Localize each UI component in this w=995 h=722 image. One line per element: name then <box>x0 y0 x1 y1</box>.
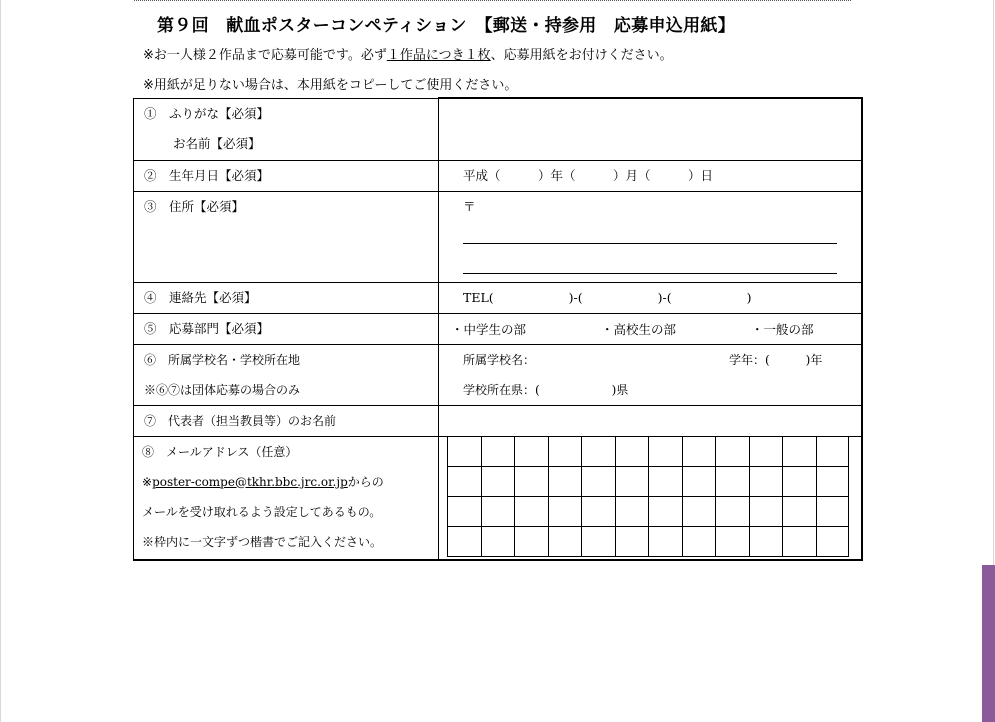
email-char-box[interactable] <box>615 467 649 497</box>
email-char-box[interactable] <box>548 527 582 557</box>
email-char-box[interactable] <box>447 497 481 527</box>
email-char-box[interactable] <box>682 527 716 557</box>
birthdate-label-cell: ② 生年月日【必須】 <box>134 160 439 191</box>
email-char-box[interactable] <box>648 467 682 497</box>
contact-label-cell: ④ 連絡先【必須】 <box>134 282 439 313</box>
email-char-box[interactable] <box>749 497 783 527</box>
email-char-box[interactable] <box>615 527 649 557</box>
email-char-box[interactable] <box>514 497 548 527</box>
option-junior-high[interactable]: ・中学生の部 <box>451 321 527 337</box>
email-char-box[interactable] <box>481 497 515 527</box>
option-high-school[interactable]: ・高校生の部 <box>601 321 677 337</box>
sender-email: poster-compe@tkhr.bbc.jrc.or.jp <box>152 474 348 489</box>
name-label: お名前【必須】 <box>173 135 261 151</box>
note-1-text-b: 、応募用紙をお付けください。 <box>490 48 673 63</box>
email-label-cell: ⑧ メールアドレス（任意） ※poster-compe@tkhr.bbc.jrc.or.jpからの メールを受け取れるよう設定してあるもの。 ※枠内に一文字ずつ楷書でご記入ください。 <box>134 436 439 560</box>
scroll-indicator[interactable] <box>982 565 995 722</box>
address-label: 住所【必須】 <box>169 198 245 214</box>
name-label-cell <box>134 98 439 160</box>
category-options-cell <box>439 313 862 344</box>
row-email <box>134 436 862 560</box>
address-line-2 <box>463 273 837 274</box>
email-note-1: ※poster-compe@tkhr.bbc.jrc.or.jpからの <box>142 474 384 489</box>
email-char-box[interactable] <box>749 467 783 497</box>
address-line-1 <box>463 243 837 244</box>
row-address <box>134 191 862 282</box>
email-char-box[interactable] <box>816 497 850 527</box>
representative-label-cell: ⑦ 代表者（担当教員等）のお名前 <box>134 405 439 436</box>
furigana-label: ① ふりがな【必須】 <box>144 105 270 121</box>
name-input-cell[interactable] <box>439 98 862 160</box>
email-char-box[interactable] <box>615 437 649 467</box>
email-note-3: ※枠内に一文字ずつ楷書でご記入ください。 <box>142 534 383 549</box>
email-char-box[interactable] <box>481 467 515 497</box>
email-grid-cell <box>439 436 862 560</box>
representative-label: 代表者（担当教員等）のお名前 <box>168 413 337 428</box>
email-char-box[interactable] <box>749 527 783 557</box>
email-char-box[interactable] <box>715 497 749 527</box>
email-char-box[interactable] <box>581 437 615 467</box>
email-char-box[interactable] <box>682 437 716 467</box>
school-name-line <box>439 345 861 375</box>
email-char-box[interactable] <box>648 437 682 467</box>
email-char-box[interactable] <box>447 437 481 467</box>
email-char-box[interactable] <box>782 467 816 497</box>
email-char-box[interactable] <box>816 437 850 467</box>
email-char-box[interactable] <box>548 467 582 497</box>
row-contact <box>134 282 862 313</box>
grade-field: 学年：( )年 <box>729 352 823 367</box>
email-char-box[interactable] <box>648 497 682 527</box>
row-birthdate <box>134 160 862 191</box>
form-title: 第９回 献血ポスターコンペティション 【郵送・持参用 応募申込用紙】 <box>157 16 735 36</box>
note-line-1 <box>143 44 673 63</box>
birthdate-input-cell[interactable] <box>439 160 862 191</box>
note-1-underlined: １作品につき１枚 <box>386 48 491 63</box>
address-label-cell: ③ 住所【必須】 <box>134 191 439 282</box>
contact-label: 連絡先【必須】 <box>169 289 257 305</box>
row-representative <box>134 405 862 436</box>
email-char-box[interactable] <box>514 527 548 557</box>
email-char-box[interactable] <box>648 527 682 557</box>
school-input-cell[interactable] <box>439 344 862 405</box>
email-char-box[interactable] <box>447 527 481 557</box>
row-category <box>134 313 862 344</box>
row-name <box>134 98 862 160</box>
row-school <box>134 344 862 405</box>
email-char-box[interactable] <box>548 437 582 467</box>
email-char-box[interactable] <box>514 437 548 467</box>
email-label: メールアドレス（任意） <box>166 444 298 459</box>
email-char-box[interactable] <box>615 497 649 527</box>
category-label-cell: ⑤ 応募部門【必須】 <box>134 313 439 344</box>
email-char-box[interactable] <box>816 467 850 497</box>
postal-mark: 〒 <box>463 198 476 214</box>
representative-input-cell[interactable] <box>439 405 862 436</box>
email-note-2: メールを受け取れるよう設定してあるもの。 <box>142 504 382 519</box>
email-char-box[interactable] <box>816 527 850 557</box>
application-form-table <box>133 97 863 561</box>
contact-input-cell[interactable] <box>439 282 862 313</box>
category-label: 応募部門【必須】 <box>169 320 270 336</box>
email-char-box[interactable] <box>548 497 582 527</box>
school-name-label: 所属学校名： <box>463 352 536 367</box>
page-edge-left <box>0 0 1 722</box>
email-char-grid[interactable] <box>447 437 861 557</box>
email-char-box[interactable] <box>782 527 816 557</box>
address-input-cell[interactable] <box>439 191 862 282</box>
email-char-box[interactable] <box>715 527 749 557</box>
birthdate-label: 生年月日【必須】 <box>169 167 270 183</box>
group-note: ※⑥⑦は団体応募の場合のみ <box>144 382 301 397</box>
email-char-box[interactable] <box>682 497 716 527</box>
note-line-2: ※用紙が足りない場合は、本用紙をコピーしてご使用ください。 <box>143 78 518 93</box>
email-char-box[interactable] <box>749 437 783 467</box>
school-label-cell: ⑥ 所属学校名・学校所在地 ※⑥⑦は団体応募の場合のみ <box>134 344 439 405</box>
email-char-box[interactable] <box>447 467 481 497</box>
email-char-box[interactable] <box>782 497 816 527</box>
school-label: 所属学校名・学校所在地 <box>168 352 301 367</box>
note-1-text-a: ※お一人様２作品まで応募可能です。必ず <box>143 48 387 63</box>
email-char-box[interactable] <box>481 437 515 467</box>
school-pref-field: 学校所在県：( )県 <box>463 382 629 397</box>
email-char-box[interactable] <box>581 497 615 527</box>
email-char-box[interactable] <box>682 467 716 497</box>
email-char-box[interactable] <box>715 467 749 497</box>
email-char-box[interactable] <box>481 527 515 557</box>
option-general[interactable]: ・一般の部 <box>751 321 814 337</box>
birthdate-value: 平成（ ）年（ ）月（ ）日 <box>463 167 714 183</box>
email-char-box[interactable] <box>782 437 816 467</box>
email-char-box[interactable] <box>581 467 615 497</box>
email-char-box[interactable] <box>581 527 615 557</box>
tel-value: TEL( )-( )-( ) <box>463 289 752 305</box>
dotted-cut-line <box>134 0 851 1</box>
email-char-box[interactable] <box>715 437 749 467</box>
email-char-box[interactable] <box>514 467 548 497</box>
